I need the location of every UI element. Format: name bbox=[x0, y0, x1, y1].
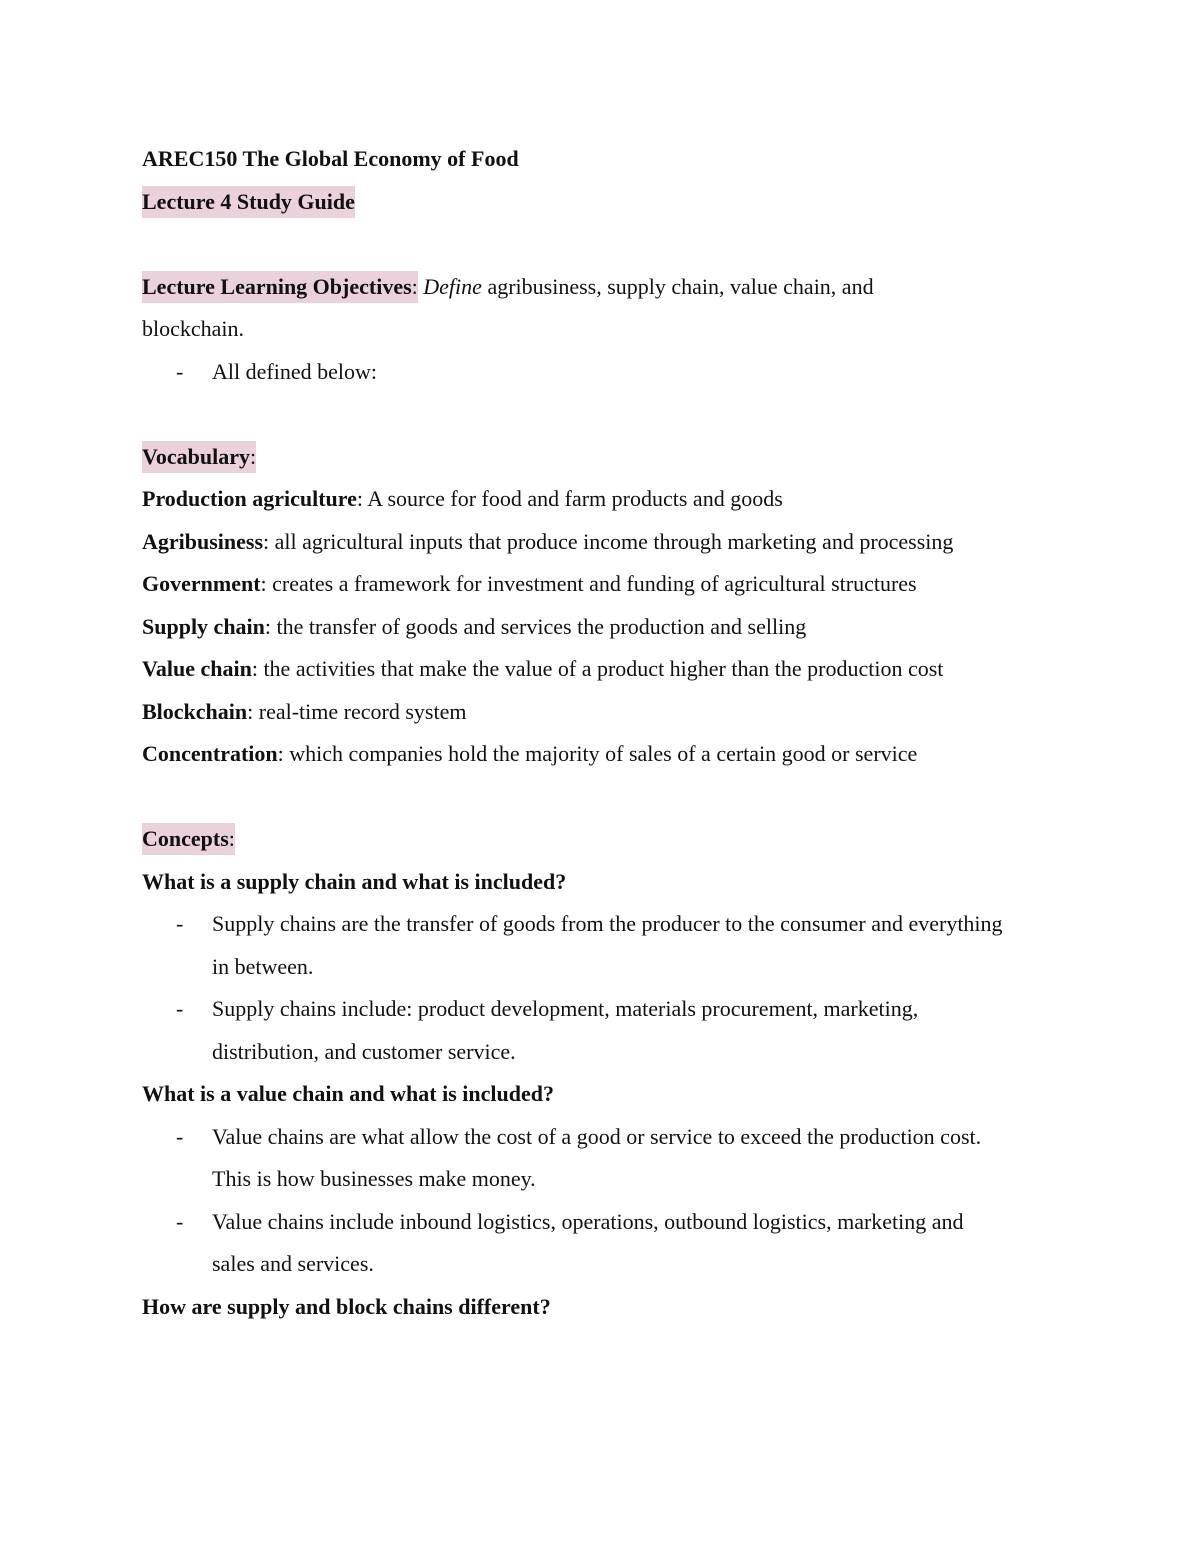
vocab-definition: : which companies hold the majority of sales of a certain good or service bbox=[277, 741, 918, 766]
concept-bullet-continued: sales and services. bbox=[212, 1251, 374, 1276]
vocab-definition: : creates a framework for investment and funding of agricultural structures bbox=[260, 571, 917, 596]
vocab-definition: : all agricultural inputs that produce income through marketing and processing bbox=[263, 528, 954, 554]
vocab-entry bbox=[142, 606, 1072, 649]
bullet-dash: - bbox=[176, 1208, 184, 1234]
concepts-colon: : bbox=[228, 826, 235, 851]
objectives-line bbox=[142, 266, 1072, 309]
concept-bullet-continued: in between. bbox=[212, 953, 314, 979]
concept-bullet bbox=[142, 1201, 1072, 1244]
course-title: AREC150 The Global Economy of Food bbox=[142, 146, 519, 171]
concept-bullet-text: Value chains are what allow the cost of a good or service to exceed the production cost. bbox=[212, 1123, 982, 1149]
spacer bbox=[142, 223, 1072, 266]
concept-question: What is a supply chain and what is included? bbox=[142, 868, 567, 894]
vocab-definition: : A source for food and farm products and goods bbox=[356, 486, 783, 511]
document-page bbox=[142, 138, 1072, 1328]
spacer bbox=[142, 393, 1072, 436]
vocab-term: Government bbox=[142, 571, 261, 596]
bullet-dash: - bbox=[176, 996, 184, 1021]
concept-bullet bbox=[142, 903, 1072, 946]
vocab-entry bbox=[142, 478, 1072, 521]
guide-title: Lecture 4 Study Guide bbox=[142, 186, 355, 218]
concept-bullet-text: Supply chains include: product development, materials procurement, marketing, bbox=[212, 996, 919, 1021]
vocab-term: Concentration bbox=[142, 741, 278, 766]
vocab-term: Agribusiness bbox=[142, 528, 264, 554]
vocabulary-heading-highlight bbox=[142, 441, 256, 473]
bullet-dash: - bbox=[176, 911, 184, 936]
concept-bullet-continued: distribution, and customer service. bbox=[212, 1038, 516, 1064]
objectives-bullet bbox=[142, 351, 1072, 394]
concept-bullet-text: Value chains include inbound logistics, operations, outbound logistics, marketing and bbox=[212, 1208, 964, 1234]
vocab-term: Production agriculture bbox=[142, 486, 357, 511]
vocabulary-colon: : bbox=[249, 443, 257, 469]
objectives-colon: : bbox=[411, 273, 418, 299]
concepts-heading: Concepts bbox=[142, 826, 229, 851]
concept-bullet-text: Supply chains are the transfer of goods from the producer to the consumer and everything bbox=[212, 911, 1003, 936]
objectives-bullet-text: All defined below: bbox=[212, 358, 377, 384]
vocab-entry bbox=[142, 733, 1072, 776]
concepts-heading-line bbox=[142, 818, 1072, 861]
vocab-entry bbox=[142, 563, 1072, 606]
bullet-dash: - bbox=[176, 358, 184, 384]
vocab-definition: : the transfer of goods and services the production and selling bbox=[264, 613, 807, 639]
vocab-entry bbox=[142, 648, 1072, 691]
vocab-definition: : real-time record system bbox=[247, 698, 467, 724]
concepts-heading-highlight bbox=[142, 823, 235, 855]
vocab-term: Supply chain bbox=[142, 613, 265, 639]
guide-title-line bbox=[142, 181, 1072, 224]
objectives-text-continued: blockchain. bbox=[142, 316, 245, 341]
concept-question: What is a value chain and what is included? bbox=[142, 1081, 554, 1106]
vocabulary-heading: Vocabulary bbox=[142, 443, 250, 469]
vocab-term: Value chain bbox=[142, 656, 252, 681]
vocab-term: Blockchain bbox=[142, 698, 248, 724]
objectives-define-word: Define bbox=[423, 273, 482, 299]
objectives-heading: Lecture Learning Objectives bbox=[142, 273, 412, 299]
vocabulary-heading-line bbox=[142, 436, 1072, 479]
concept-question: How are supply and block chains different? bbox=[142, 1293, 551, 1319]
concept-bullet bbox=[142, 988, 1072, 1031]
concept-bullet bbox=[142, 1116, 1072, 1159]
vocab-entry bbox=[142, 691, 1072, 734]
concept-bullet-continued: This is how businesses make money. bbox=[212, 1166, 536, 1191]
spacer bbox=[142, 776, 1072, 819]
objectives-text: agribusiness, supply chain, value chain, and bbox=[481, 273, 874, 299]
vocab-entry bbox=[142, 521, 1072, 564]
vocab-definition: : the activities that make the value of a product higher than the production cost bbox=[251, 656, 944, 681]
bullet-dash: - bbox=[176, 1123, 184, 1149]
objectives-heading-highlight bbox=[142, 271, 418, 303]
